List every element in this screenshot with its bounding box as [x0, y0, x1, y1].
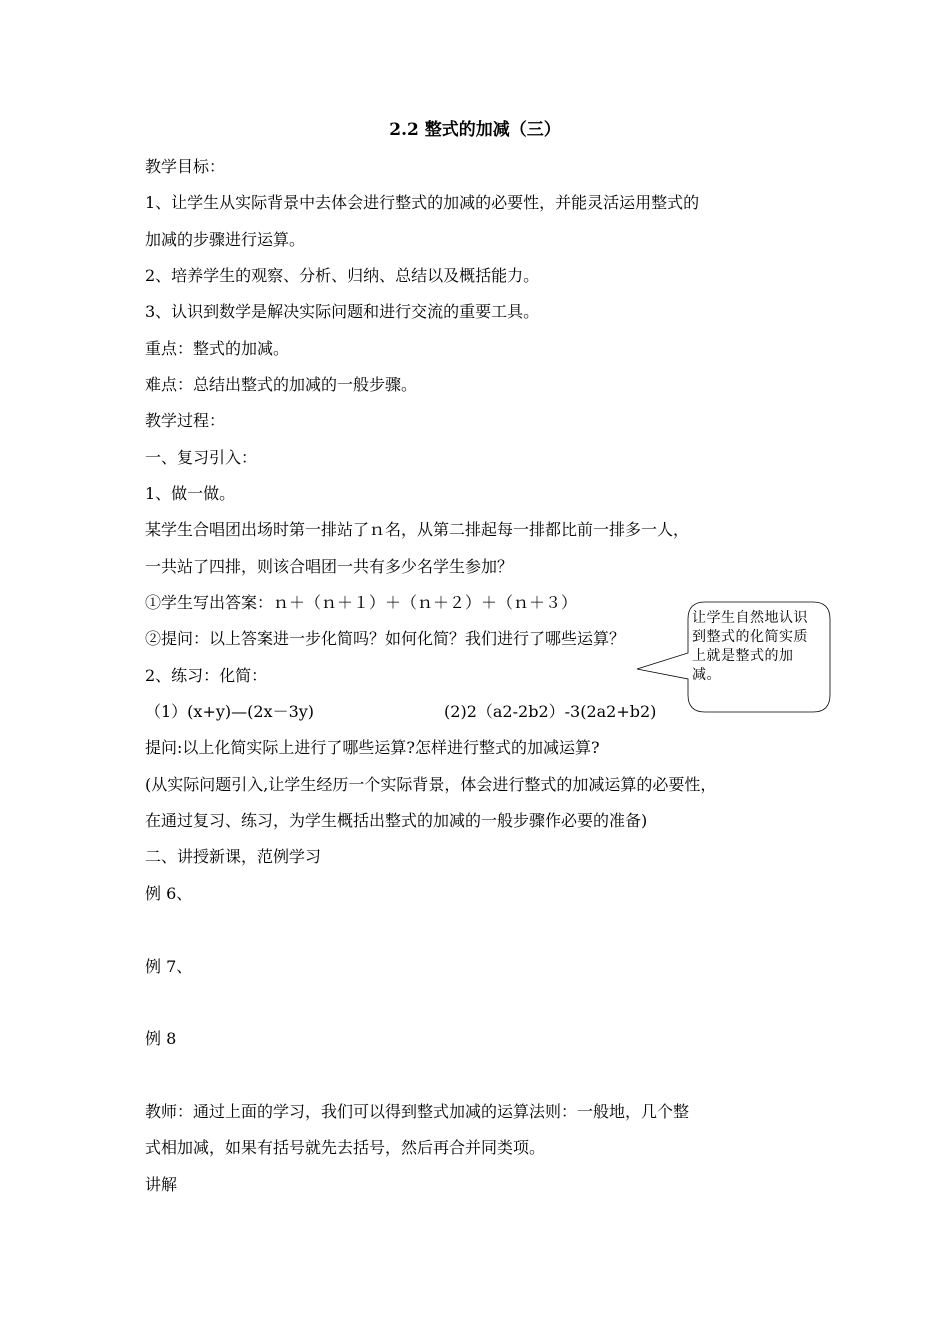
exercise-items — [145, 700, 656, 724]
section-1-heading: 一、复习引入： — [145, 448, 258, 467]
explanation-label: 讲解 — [145, 1175, 178, 1194]
question-line: ②提问：以上答案进一步化简吗？如何化简？我们进行了哪些运算？ — [145, 629, 626, 648]
goal-3: 3、认识到数学是解决实际问题和进行交流的重要工具。 — [145, 302, 540, 321]
exercise-2: (2)2（a2-2b2）-3(2a2+b2) — [444, 702, 657, 721]
key-point: 重点：整式的加减。 — [145, 339, 290, 358]
exercise-1: （1）(x+y)—(2x－3y) — [145, 702, 315, 721]
section-2-heading: 二、讲授新课，范例学习 — [145, 847, 322, 866]
example-6: 例 6、 — [145, 884, 193, 903]
comment-callout — [680, 601, 830, 711]
problem-line-2: 一共站了四排，则该合唱团一共有多少名学生参加？ — [145, 557, 514, 576]
goal-2: 2、培养学生的观察、分析、归纳、总结以及概括能力。 — [145, 266, 540, 285]
student-answer: ①学生写出答案：ｎ＋（ｎ＋１）＋（ｎ＋２）＋（ｎ＋３） — [145, 593, 578, 612]
rule-line-2: 式相加减，如果有括号就先去括号，然后再合并同类项。 — [145, 1138, 546, 1157]
teaching-process-heading: 教学过程： — [145, 411, 226, 430]
activity-1-heading: 1、做一做。 — [145, 484, 236, 503]
goal-1-line-1: 1、让学生从实际背景中去体会进行整式的加减的必要性，并能灵活运用整式的 — [145, 193, 700, 212]
example-7: 例 7、 — [145, 957, 193, 976]
goal-1-line-2: 加减的步骤进行运算。 — [145, 230, 306, 249]
note-line-1: (从实际问题引入,让学生经历一个实际背景，体会进行整式的加减运算的必要性， — [145, 775, 717, 794]
note-line-2: 在通过复习、练习，为学生概括出整式的加减的一般步骤作必要的准备) — [145, 811, 648, 830]
difficult-point: 难点：总结出整式的加减的一般步骤。 — [145, 375, 418, 394]
problem-line-1: 某学生合唱团出场时第一排站了ｎ名，从第二排起每一排都比前一排多一人， — [145, 520, 690, 539]
followup-question: 提问:以上化简实际上进行了哪些运算?怎样进行整式的加减运算? — [145, 738, 600, 757]
exercise-heading: 2、练习：化简： — [145, 666, 268, 685]
rule-line-1: 教师：通过上面的学习，我们可以得到整式加减的运算法则：一般地，几个整 — [145, 1102, 690, 1121]
teaching-goals-heading: 教学目标： — [145, 157, 226, 176]
document-title: 2.2 整式的加减（三） — [389, 120, 561, 140]
example-8: 例 8 — [145, 1029, 177, 1048]
callout-text: 让学生自然地认识到整式的化简实质上就是整式的加减。 — [692, 610, 808, 683]
